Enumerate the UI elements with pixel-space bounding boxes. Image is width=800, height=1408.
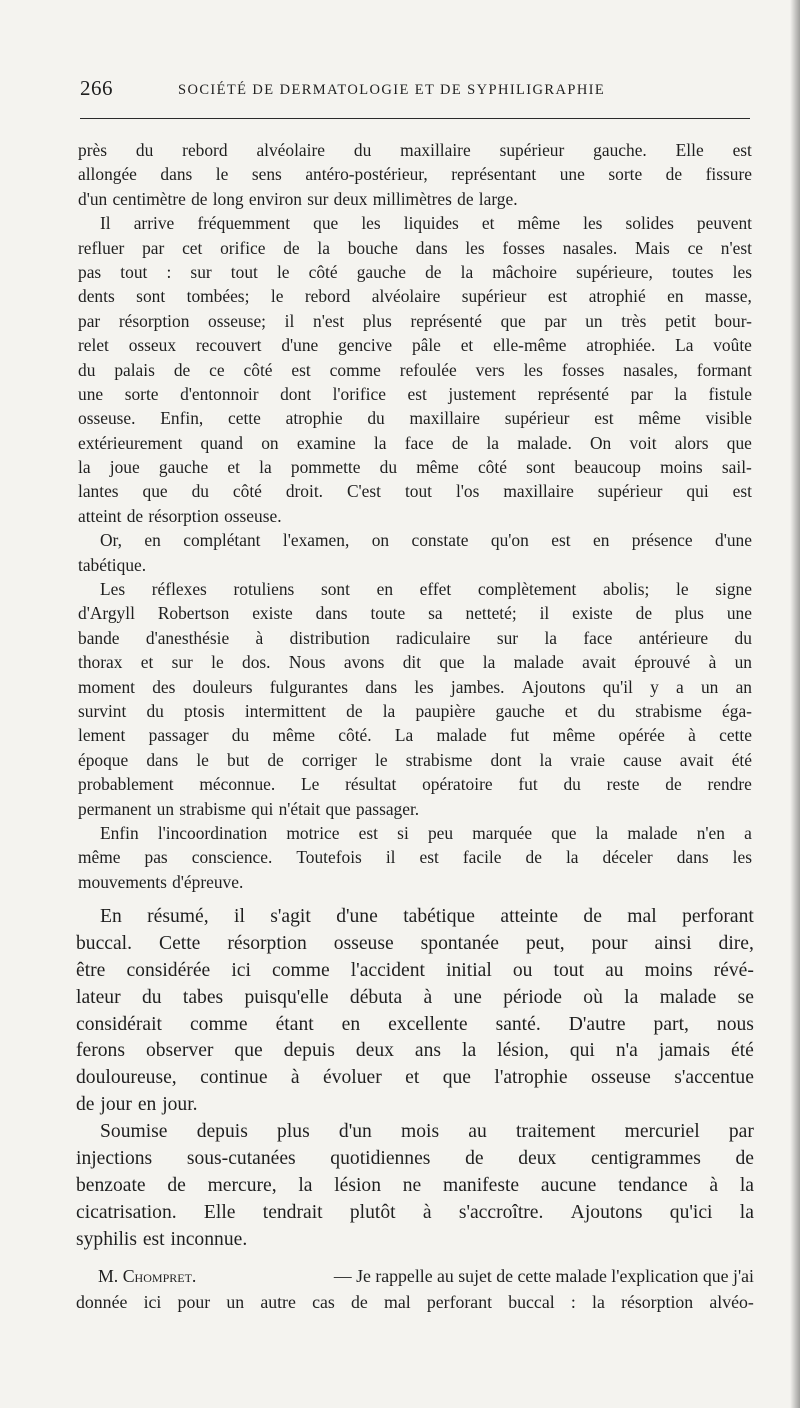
text-line: allongée dans le sens antéro-postérieur, représentant une sorte de fissure (78, 164, 752, 185)
text-line: En résumé, il s'agit d'une tabétique atteinte de mal perforant (100, 906, 754, 927)
body-text-small (78, 138, 752, 894)
text-line: lantes que du côté droit. C'est tout l'os maxillaire supérieur qui est (78, 481, 752, 502)
text-line: lateur du tabes puisqu'elle débuta à une période où la malade se (76, 986, 754, 1008)
text-line: moment des douleurs fulgurantes dans les jambes. Ajoutons qu'il y a un an (78, 676, 752, 697)
text-line: par résorption osseuse; il n'est plus représenté que par un très petit bour- (78, 310, 752, 331)
text-line: cicatrisation. Elle tendrait plutôt à s'accroître. Ajoutons qu'ici la (76, 1201, 754, 1223)
text-line: lement passager du même côté. La malade fut même opérée à cette (78, 725, 752, 746)
text-line: Les réflexes rotuliens sont en effet complètement abolis; le signe (100, 579, 752, 600)
text-line: considérait comme étant en excellente santé. D'autre part, nous (76, 1013, 754, 1035)
header-rule (80, 118, 750, 119)
speaker-name: M. Chompret. (98, 1266, 197, 1286)
text-line: buccal. Cette résorption osseuse spontanée peut, pour ainsi dire, (76, 932, 754, 954)
text-line: même pas conscience. Toutefois il est facile de la déceler dans les (78, 847, 752, 868)
text-line: benzoate de mercure, la lésion ne manifeste aucune tendance à la (76, 1174, 754, 1196)
text-line: dents sont tombées; le rebord alvéolaire supérieur est atrophié en masse, (78, 286, 752, 307)
text-line: relet osseux recouvert d'une gencive pâle et elle-même atrophiée. La voûte (78, 335, 752, 356)
text-line: ferons observer que depuis deux ans la lésion, qui n'a jamais été (76, 1040, 754, 1062)
text-line: tabétique. (78, 554, 147, 575)
text-line: la joue gauche et la pommette du même côté sont beaucoup moins sail- (78, 457, 752, 478)
text-line: Or, en complétant l'examen, on constate qu'on est en présence d'une (100, 530, 752, 551)
text-line: d'Argyll Robertson existe dans toute sa netteté; il existe de plus une (78, 603, 752, 624)
text-line: bande d'anesthésie à distribution radiculaire sur la face antérieure du (78, 627, 752, 648)
text-line: refluer par cet orifice de la bouche dans les fosses nasales. Mais ce n'est (78, 237, 752, 258)
text-line: syphilis est inconnue. (76, 1228, 248, 1250)
text-line: survint du ptosis intermittent de la paupière gauche et du strabisme éga- (78, 700, 752, 721)
text-line: une sorte d'entonnoir dont l'orifice est justement représenté par la fistule (78, 383, 752, 404)
discussion-line-1-text: — Je rappelle au sujet de cette malade l'explication que j'ai (333, 1266, 754, 1286)
text-line: Soumise depuis plus d'un mois au traitement mercuriel par (100, 1121, 754, 1143)
text-line: osseuse. Enfin, cette atrophie du maxillaire supérieur est même visible (78, 408, 752, 429)
text-line: Enfin l'incoordination motrice est si peu marquée que la malade n'en a (100, 822, 752, 843)
page-header (80, 76, 752, 106)
page-edge-shadow (790, 0, 800, 1408)
text-line: extérieurement quand on examine la face de la malade. On voit alors que (78, 432, 752, 453)
running-title: SOCIÉTÉ DE DERMATOLOGIE ET DE SYPHILIGRAPHIE (178, 82, 606, 98)
text-line: de jour en jour. (76, 1094, 198, 1116)
text-line: permanent un strabisme qui n'était que passager. (78, 798, 420, 819)
text-line: d'un centimètre de long environ sur deux millimètres de large. (78, 188, 518, 209)
text-line: douloureuse, continue à évoluer et que l'atrophie osseuse s'accentue (76, 1067, 754, 1089)
text-line: atteint de résorption osseuse. (78, 505, 282, 526)
text-line: pas tout : sur tout le côté gauche de la mâchoire supérieure, toutes les (78, 261, 752, 282)
discussion-line-1 (76, 1264, 754, 1290)
page-number: 266 (80, 76, 113, 100)
discussion-line-2: donnée ici pour un autre cas de mal perforant buccal : la résorption alvéo- (76, 1291, 754, 1312)
text-line: probablement méconnue. Le résultat opératoire fut du reste de rendre (78, 774, 752, 795)
discussion-paragraph (76, 1264, 754, 1315)
text-line: du palais de ce côté est comme refoulée vers les fosses nasales, formant (78, 359, 752, 380)
text-line: époque dans le but de corriger le strabisme dont la vraie cause avait été (78, 749, 752, 770)
text-line: près du rebord alvéolaire du maxillaire supérieur gauche. Elle est (78, 140, 752, 160)
text-line: mouvements d'épreuve. (78, 871, 244, 892)
text-line: Il arrive fréquemment que les liquides et même les solides peuvent (100, 213, 752, 234)
text-line: injections sous-cutanées quotidiennes de deux centigrammes de (76, 1148, 754, 1170)
text-line: être considérée ici comme l'accident initial ou tout au moins révé- (76, 959, 754, 981)
body-text-large (76, 904, 754, 1254)
text-line: thorax et sur le dos. Nous avons dit que la malade avait éprouvé à un (78, 652, 752, 673)
